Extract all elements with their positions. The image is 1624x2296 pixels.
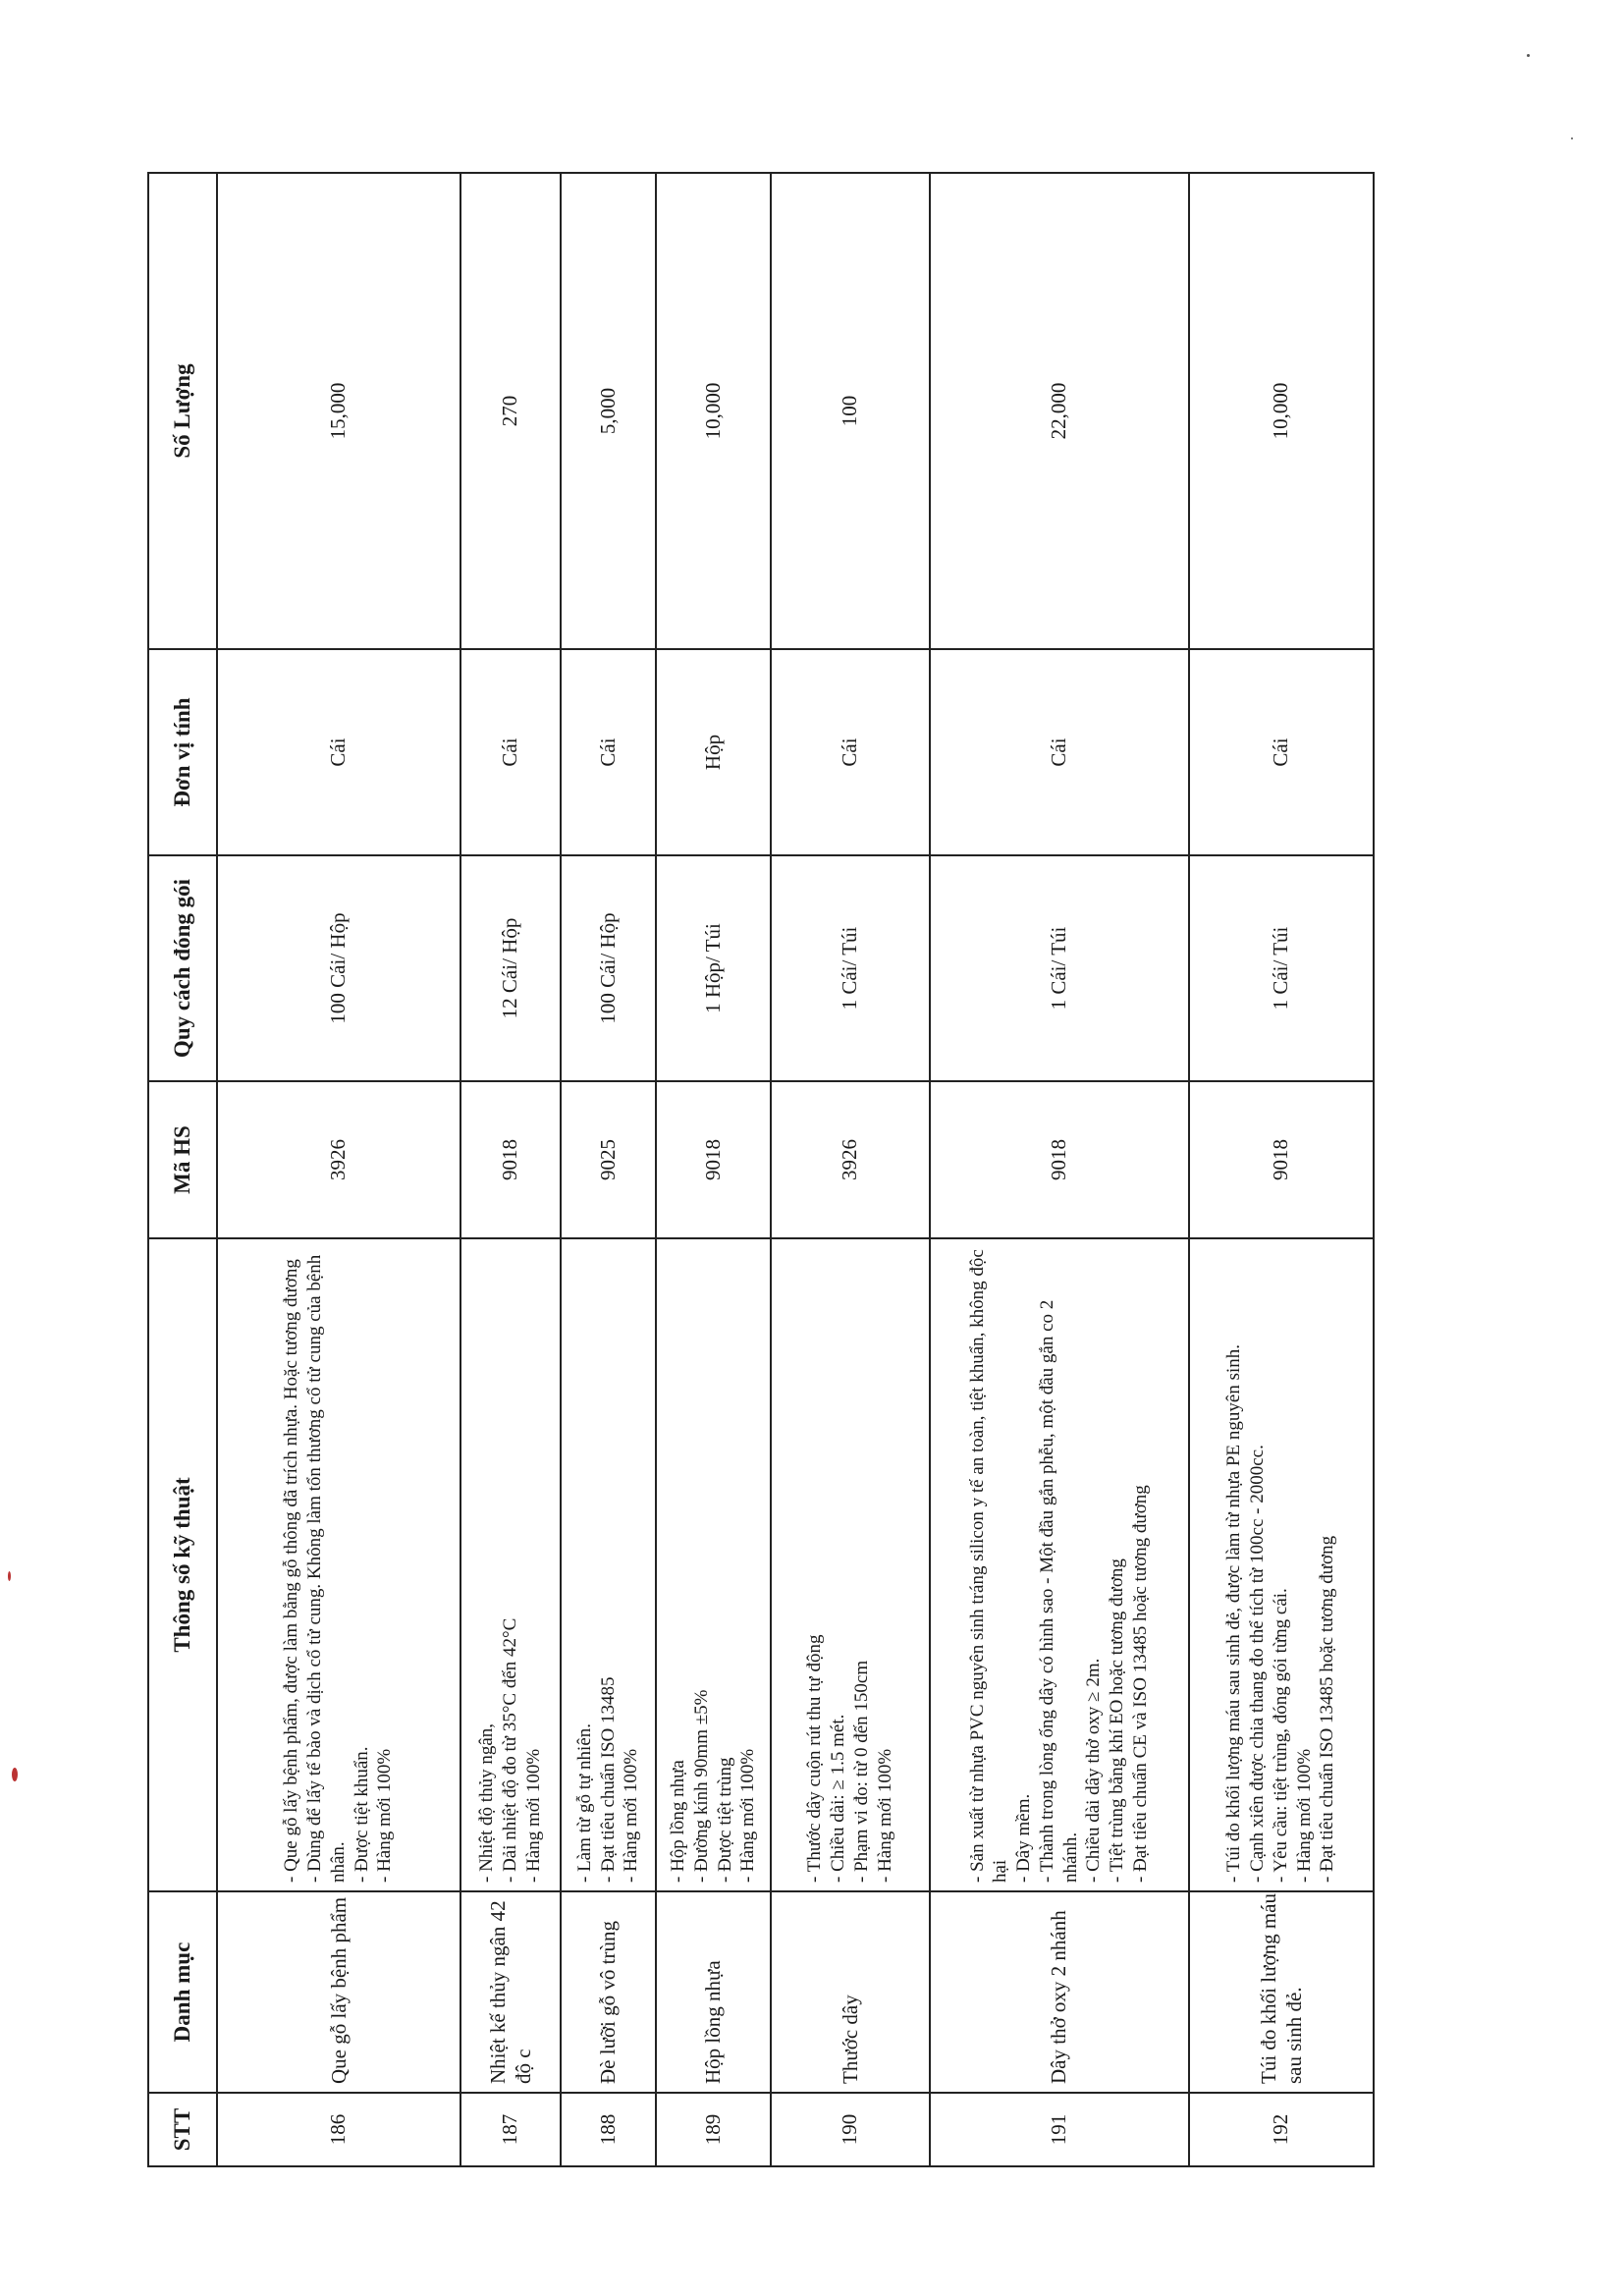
spec-line: - Chiều dài: ≥ 1.5 mét. [828,1714,849,1883]
table-row [1189,173,1374,2166]
row-packing: 100 Cái/ Hộp [217,855,460,1081]
row-stt: 191 [930,2093,1189,2166]
scan-speck [1527,54,1530,57]
row-packing: 12 Cái/ Hộp [460,855,561,1081]
table-row [460,173,561,2166]
spec-line: - Túi đo khối lượng máu sau sinh đẻ, được làm từ nhựa PE nguyên sinh. [1223,1343,1245,1883]
spec-line: - Được tiệt khuẩn. [351,1746,372,1883]
spec-line: - Phạm vi đo: từ 0 đến 150cm [850,1660,872,1883]
header-quantity: Số Lượng [148,173,217,649]
row-quantity: 100 [771,173,930,649]
spec-line: - Hàng mới 100% [522,1748,544,1883]
row-category: Dây thở oxy 2 nhánh [930,1891,1189,2093]
spec-line: - Hộp lồng nhựa [668,1760,689,1883]
row-hs-code: 3926 [771,1081,930,1238]
row-stt: 188 [561,2093,656,2166]
spec-line: - Hàng mới 100% [737,1748,759,1883]
spec-line: - Hàng mới 100% [1293,1748,1315,1883]
row-category: Que gỗ lấy bệnh phẩm [217,1891,460,2093]
spec-line: - Dây mềm. [1013,1793,1035,1883]
table-row [930,173,1189,2166]
spec-line: - Yêu cầu: tiệt trùng, đóng gói từng cái. [1270,1588,1291,1883]
spec-line: - Thành trong lòng ống dây có hình sao - Một đầu gắn phễu, một đầu gắn co 2 nhánh. [1036,1299,1081,1883]
row-unit: Cái [1189,649,1374,855]
header-spec: Thông số kỹ thuật [148,1238,217,1891]
header-hs-code: Mã HS [148,1081,217,1238]
row-quantity: 5,000 [561,173,656,649]
row-unit: Cái [460,649,561,855]
row-spec [460,1238,561,1891]
spec-line: - Đạt tiêu chuẩn ISO 13485 [597,1676,619,1883]
row-hs-code: 9018 [460,1081,561,1238]
scan-speck [1571,137,1573,139]
row-spec [217,1238,460,1891]
row-stt: 187 [460,2093,561,2166]
row-spec [561,1238,656,1891]
row-spec [771,1238,930,1891]
rotated-page-content [147,174,1375,2167]
row-category: Nhiệt kế thủy ngân 42 độ c [460,1891,561,2093]
row-category: Đè lưỡi gỗ vô trùng [561,1891,656,2093]
spec-line: - Hàng mới 100% [621,1748,642,1883]
row-unit: Hộp [656,649,771,855]
row-unit: Cái [561,649,656,855]
spec-line: - Dùng để lấy tế bào và dịch cổ tử cung. Không làm tổn thương cổ tử cung của bệnh nhân. [304,1254,349,1883]
row-packing: 1 Hộp/ Túi [656,855,771,1081]
row-spec [930,1238,1189,1891]
row-category: Túi đo khối lượng máu sau sinh đẻ. [1189,1891,1374,2093]
table-row [217,173,460,2166]
spec-line: - Thước dây cuộn rút thu tự động [804,1634,826,1883]
row-packing: 1 Cái/ Túi [771,855,930,1081]
row-hs-code: 9018 [930,1081,1189,1238]
row-unit: Cái [930,649,1189,855]
row-stt: 189 [656,2093,771,2166]
row-quantity: 22,000 [930,173,1189,649]
scan-speck [12,1768,18,1781]
table-header-row [148,173,217,2166]
spec-line: - Được tiệt trùng [714,1757,735,1883]
row-hs-code: 9025 [561,1081,656,1238]
row-spec [1189,1238,1374,1891]
row-quantity: 15,000 [217,173,460,649]
spec-line: - Dải nhiệt độ đo từ 35°C đến 42°C [499,1617,520,1883]
spec-line: - Tiệt trùng bằng khí EO hoặc tương đương [1107,1558,1128,1883]
table-row [656,173,771,2166]
table-row [561,173,656,2166]
row-packing: 1 Cái/ Túi [930,855,1189,1081]
header-packing: Quy cách đóng gói [148,855,217,1081]
row-hs-code: 3926 [217,1081,460,1238]
row-hs-code: 9018 [1189,1081,1374,1238]
spec-line: - Hàng mới 100% [374,1748,396,1883]
row-quantity: 10,000 [656,173,771,649]
row-unit: Cái [217,649,460,855]
row-spec [656,1238,771,1891]
row-stt: 190 [771,2093,930,2166]
row-stt: 186 [217,2093,460,2166]
spec-line: - Sản xuất từ nhựa PVC nguyên sinh tráng silicon y tế an toàn, tiệt khuẩn, không độc hại [966,1249,1011,1883]
row-unit: Cái [771,649,930,855]
spec-line: - Đạt tiêu chuẩn CE và ISO 13485 hoặc tương đương [1129,1485,1151,1883]
row-hs-code: 9018 [656,1081,771,1238]
header-stt: STT [148,2093,217,2166]
spec-line: - Làm từ gỗ tự nhiên. [573,1722,595,1883]
table-row [771,173,930,2166]
spec-line: - Chiều dài dây thở oxy ≥ 2m. [1083,1658,1105,1883]
spec-line: - Nhiệt độ thủy ngân, [476,1722,498,1883]
spec-line: - Đạt tiêu chuẩn ISO 13485 hoặc tương đương [1317,1535,1338,1883]
row-packing: 100 Cái/ Hộp [561,855,656,1081]
row-stt: 192 [1189,2093,1374,2166]
header-unit: Đơn vị tính [148,649,217,855]
spec-line: - Cạnh xiên được chia thang đo thể tích từ 100cc - 2000cc. [1247,1445,1269,1883]
header-category: Danh mục [148,1891,217,2093]
scan-speck [8,1571,11,1581]
row-category: Thước dây [771,1891,930,2093]
row-packing: 1 Cái/ Túi [1189,855,1374,1081]
spec-line: - Que gỗ lấy bệnh phẩm, được làm bằng gỗ thông đã trích nhựa. Hoặc tương đương [281,1259,302,1883]
row-category: Hộp lồng nhựa [656,1891,771,2093]
row-quantity: 270 [460,173,561,649]
equipment-table [147,172,1375,2167]
spec-line: - Hàng mới 100% [874,1748,895,1883]
row-quantity: 10,000 [1189,173,1374,649]
spec-line: - Đường kính 90mm ±5% [690,1689,712,1883]
